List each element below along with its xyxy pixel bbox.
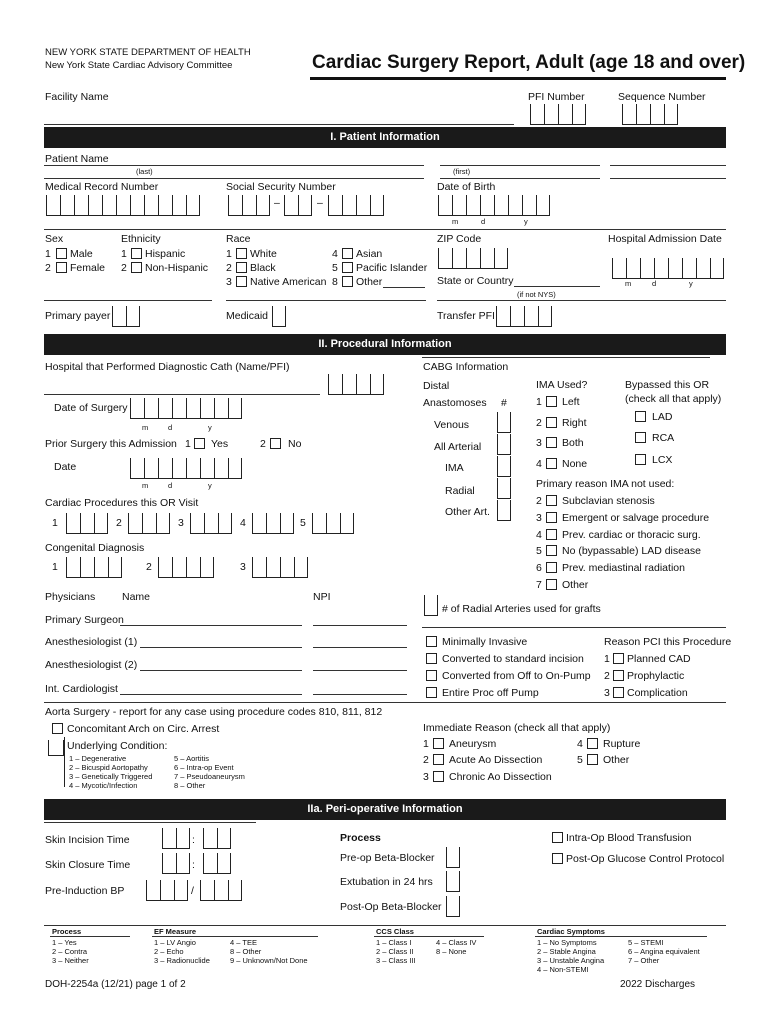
ima-both-checkbox[interactable] — [546, 437, 557, 448]
sequence-boxes[interactable] — [622, 104, 678, 125]
cond-2: 2 – Bicuspid Aortopathy — [69, 763, 148, 772]
legend-ef-3: 3 – Radionuclide — [154, 956, 210, 965]
offpump-checkbox[interactable] — [426, 687, 437, 698]
cond-3: 3 – Genetically Triggered — [69, 772, 153, 781]
cond-8: 8 – Other — [174, 781, 206, 790]
legend-sym-4: 4 – Non-STEMI — [537, 965, 589, 974]
lad-checkbox[interactable] — [635, 411, 646, 422]
anes2-label: Anesthesiologist (2) — [45, 659, 138, 671]
y-label: y — [208, 423, 212, 432]
proc-5-boxes[interactable] — [312, 513, 354, 534]
prophy-label: Prophylactic — [627, 670, 685, 682]
intcard-label: Int. Cardiologist — [45, 683, 118, 695]
closure-mm[interactable] — [203, 853, 231, 874]
dash: – — [317, 197, 323, 209]
race-other-label: Other — [356, 276, 383, 288]
bypassed-label: Bypassed this OR — [625, 379, 710, 391]
m-label: m — [625, 279, 632, 288]
offpump-label: Entire Proc off Pump — [442, 687, 539, 699]
ima-reason-title: Primary reason IMA not used: — [536, 478, 675, 490]
allart-box[interactable] — [497, 434, 511, 455]
legend-sym-1: 1 – No Symptoms — [537, 938, 597, 947]
pfi-label: PFI Number — [528, 91, 585, 103]
anes1-label: Anesthesiologist (1) — [45, 636, 138, 648]
medicaid-label: Medicaid — [226, 310, 269, 322]
cond-6: 6 – Intra-op Event — [174, 763, 234, 772]
cond-4: 4 – Mycotic/Infection — [69, 781, 138, 790]
cong-3-boxes[interactable] — [252, 557, 308, 578]
sequence-label: Sequence Number — [618, 91, 706, 103]
section-procedural-info: II. Procedural Information — [44, 334, 726, 355]
legend-ccs-1: 1 – Class I — [376, 938, 412, 947]
physicians-label: Physicians — [45, 591, 96, 603]
aorta-label: Aorta Surgery - report for any case using procedure codes 810, 811, 812 — [45, 706, 383, 718]
hash-label: # — [501, 397, 507, 409]
transfer-label: Transfer PFI — [437, 310, 495, 322]
male-label: Male — [70, 248, 93, 260]
m-label: m — [142, 423, 149, 432]
legend-process-title: Process — [52, 927, 82, 936]
zip-boxes[interactable] — [438, 248, 508, 269]
diag-pfi-boxes[interactable] — [328, 374, 384, 395]
mrn-label: Medical Record Number — [45, 181, 159, 193]
prophy-checkbox[interactable] — [613, 670, 624, 681]
incision-mm[interactable] — [203, 828, 231, 849]
legend-ccs-2: 2 – Class II — [376, 947, 414, 956]
anast-label: Anastomoses — [423, 397, 487, 409]
rca-checkbox[interactable] — [635, 432, 646, 443]
diag-hosp-label: Hospital that Performed Diagnostic Cath (Name/PFI) — [45, 361, 290, 373]
checkall-label: (check all that apply) — [625, 393, 722, 405]
section-patient-info: I. Patient Information — [44, 127, 726, 148]
hispanic-label: Hispanic — [145, 248, 186, 260]
otherart-label: Other Art. — [445, 506, 490, 518]
colon: : — [192, 834, 195, 846]
legend-sym-2: 2 – Stable Angina — [537, 947, 596, 956]
legend-sym-5: 5 – STEMI — [628, 938, 664, 947]
legend-ef-8: 8 – Other — [230, 947, 262, 956]
prior-label: Prior Surgery this Admission — [45, 438, 177, 450]
extub-label: Extubation in 24 hrs — [340, 876, 433, 888]
section-periop-info: IIa. Peri-operative Information — [44, 799, 726, 820]
radial-count-label: # of Radial Arteries used for grafts — [442, 603, 601, 615]
closure-label: Skin Closure Time — [45, 859, 131, 871]
complic-label: Complication — [627, 687, 688, 699]
first-label: (first) — [453, 167, 471, 176]
legend-sym-6: 6 – Angina equivalent — [628, 947, 700, 956]
transfer-boxes[interactable] — [496, 306, 552, 327]
dept-name: NEW YORK STATE DEPARTMENT OF HEALTH — [45, 47, 251, 58]
lad-label: LAD — [652, 411, 673, 423]
pfi-boxes[interactable] — [530, 104, 586, 125]
date-surgery-label: Date of Surgery — [54, 402, 128, 414]
incision-label: Skin Incision Time — [45, 834, 130, 846]
cabg-label: CABG Information — [423, 361, 509, 373]
reason-no-lad: No (bypassable) LAD disease — [562, 545, 701, 557]
native-checkbox[interactable] — [236, 276, 247, 287]
reason-emergent: Emergent or salvage procedure — [562, 512, 710, 524]
last-label: (last) — [136, 167, 153, 176]
pacific-label: Pacific Islander — [356, 262, 428, 274]
extub-box[interactable] — [446, 871, 460, 892]
ssn-boxes-2[interactable] — [284, 195, 312, 216]
d-label: d — [168, 481, 173, 490]
postop-box[interactable] — [446, 896, 460, 917]
arch-label: Concomitant Arch on Circ. Arrest — [67, 723, 220, 735]
procs-label: Cardiac Procedures this OR Visit — [45, 497, 199, 509]
zip-label: ZIP Code — [437, 233, 482, 245]
aneurysm-checkbox[interactable] — [433, 738, 444, 749]
planned-checkbox[interactable] — [613, 653, 624, 664]
conv-pump-checkbox[interactable] — [426, 670, 437, 681]
reason-prev-surg: Prev. cardiac or thoracic surg. — [562, 529, 701, 541]
distal-label: Distal — [423, 380, 450, 392]
form-number: DOH-2254a (12/21) page 1 of 2 — [45, 979, 186, 990]
black-checkbox[interactable] — [236, 262, 247, 273]
date-surgery-boxes[interactable] — [130, 398, 242, 419]
nonhispanic-label: Non-Hispanic — [145, 262, 209, 274]
legend-ccs-3: 3 – Class III — [376, 956, 416, 965]
proc-1-boxes[interactable] — [66, 513, 108, 534]
date-label: Date — [54, 461, 77, 473]
acute-checkbox[interactable] — [433, 754, 444, 765]
d-label: d — [168, 423, 173, 432]
complic-checkbox[interactable] — [613, 687, 624, 698]
payer-label: Primary payer — [45, 310, 111, 322]
cond-1: 1 – Degenerative — [69, 754, 127, 763]
not-nys-label: (if not NYS) — [517, 290, 556, 299]
legend-ef-4: 4 – TEE — [230, 938, 257, 947]
proc-4-boxes[interactable] — [252, 513, 294, 534]
immediate-label: Immediate Reason (check all that apply) — [423, 722, 611, 734]
reason-subclavian: Subclavian stenosis — [562, 495, 655, 507]
allart-label: All Arterial — [434, 441, 482, 453]
no-label: No — [288, 438, 302, 450]
legend-sym-7: 7 – Other — [628, 956, 660, 965]
transfusion-checkbox[interactable] — [552, 832, 563, 843]
female-label: Female — [70, 262, 106, 274]
closure-hh[interactable] — [162, 853, 190, 874]
reason-2-checkbox[interactable] — [546, 495, 557, 506]
prior-no-checkbox[interactable] — [270, 438, 281, 449]
bp-systolic[interactable] — [146, 880, 188, 901]
radial-count-box[interactable] — [424, 595, 438, 616]
dob-boxes[interactable] — [438, 195, 550, 216]
payer-boxes[interactable] — [112, 306, 140, 327]
patient-name-label: Patient Name — [45, 153, 109, 165]
hispanic-checkbox[interactable] — [131, 248, 142, 259]
venous-box[interactable] — [497, 412, 511, 433]
dob-label: Date of Birth — [437, 181, 496, 193]
postop-label: Post-Op Beta-Blocker — [340, 901, 442, 913]
male-checkbox[interactable] — [56, 248, 67, 259]
pci-reason-label: Reason PCI this Procedure — [604, 636, 732, 648]
mrn-boxes[interactable] — [46, 195, 200, 216]
dash: – — [274, 197, 280, 209]
bp-diastolic[interactable] — [200, 880, 242, 901]
chronic-label: Chronic Ao Dissection — [449, 771, 552, 783]
committee-name: New York State Cardiac Advisory Committee — [45, 60, 233, 71]
prior-yes-checkbox[interactable] — [194, 438, 205, 449]
reason-radiation: Prev. mediastinal radiation — [562, 562, 685, 574]
black-label: Black — [250, 262, 276, 274]
admission-label: Hospital Admission Date — [608, 233, 722, 245]
pacific-checkbox[interactable] — [342, 262, 353, 273]
aorta-other-label: Other — [603, 754, 630, 766]
reason-7-checkbox[interactable] — [546, 579, 557, 590]
ssn-label: Social Security Number — [226, 181, 336, 193]
cond-5: 5 – Aortitis — [174, 754, 210, 763]
sex-label: Sex — [45, 233, 64, 245]
reason-6-checkbox[interactable] — [546, 562, 557, 573]
bp-label: Pre-Induction BP — [45, 885, 125, 897]
ssn-boxes-3[interactable] — [328, 195, 384, 216]
preop-label: Pre-op Beta-Blocker — [340, 852, 435, 864]
legend-process-3: 3 – Neither — [52, 956, 89, 965]
legend-ef-title: EF Measure — [154, 927, 197, 936]
medicaid-box[interactable] — [272, 306, 286, 327]
female-checkbox[interactable] — [56, 262, 67, 273]
transfusion-label: Intra-Op Blood Transfusion — [566, 832, 692, 844]
discharge-year: 2022 Discharges — [620, 979, 696, 990]
lcx-label: LCX — [652, 454, 673, 466]
rca-label: RCA — [652, 432, 675, 444]
radial-box[interactable] — [497, 478, 511, 499]
asian-checkbox[interactable] — [342, 248, 353, 259]
white-label: White — [250, 248, 277, 260]
legend-ccs-title: CCS Class — [376, 927, 414, 936]
native-label: Native American — [250, 276, 327, 288]
legend-sym-3: 3 – Unstable Angina — [537, 956, 605, 965]
conv-std-label: Converted to standard incision — [442, 653, 584, 665]
acute-label: Acute Ao Dissection — [449, 754, 543, 766]
facility-name-label: Facility Name — [45, 91, 109, 103]
underlying-box[interactable] — [48, 740, 64, 756]
radial-label: Radial — [445, 485, 475, 497]
aneurysm-label: Aneurysm — [449, 738, 497, 750]
proc-3-boxes[interactable] — [190, 513, 232, 534]
asian-label: Asian — [356, 248, 383, 260]
chronic-checkbox[interactable] — [433, 771, 444, 782]
slash: / — [191, 885, 194, 897]
conv-std-checkbox[interactable] — [426, 653, 437, 664]
y-label: y — [524, 217, 528, 226]
preop-box[interactable] — [446, 847, 460, 868]
y-label: y — [208, 481, 212, 490]
imaused-label: IMA Used? — [536, 379, 588, 391]
minimal-label: Minimally Invasive — [442, 636, 528, 648]
reason-4-checkbox[interactable] — [546, 529, 557, 540]
d-label: d — [652, 279, 657, 288]
name-col-label: Name — [122, 591, 151, 603]
colon: : — [192, 859, 195, 871]
d-label: d — [481, 217, 486, 226]
lcx-checkbox[interactable] — [635, 454, 646, 465]
incision-hh[interactable] — [162, 828, 190, 849]
ima-label: IMA — [445, 462, 464, 474]
legend-ccs-4: 4 – Class IV — [436, 938, 477, 947]
both-label: Both — [562, 437, 584, 449]
cong-1-boxes[interactable] — [66, 557, 122, 578]
reason-5-checkbox[interactable] — [546, 545, 557, 556]
arch-checkbox[interactable] — [52, 723, 63, 734]
venous-label: Venous — [434, 419, 470, 431]
legend-sym-title: Cardiac Symptoms — [537, 927, 605, 936]
nonhispanic-checkbox[interactable] — [131, 262, 142, 273]
ima-none-checkbox[interactable] — [546, 458, 557, 469]
form-title: Cardiac Surgery Report, Adult (age 18 and over) — [312, 52, 746, 73]
cong-2-boxes[interactable] — [158, 557, 214, 578]
process-header: Process — [340, 832, 381, 844]
ssn-boxes-1[interactable] — [228, 195, 270, 216]
conv-pump-label: Converted from Off to On-Pump — [442, 670, 591, 682]
race-label: Race — [226, 233, 251, 245]
aorta-other-checkbox[interactable] — [587, 754, 598, 765]
legend-process-1: 1 – Yes — [52, 938, 77, 947]
ima-box[interactable] — [497, 456, 511, 477]
glucose-label: Post-Op Glucose Control Protocol — [566, 853, 725, 865]
proc-2-boxes[interactable] — [128, 513, 170, 534]
legend-ccs-8: 8 – None — [436, 947, 467, 956]
glucose-checkbox[interactable] — [552, 853, 563, 864]
m-label: m — [452, 217, 459, 226]
rupture-label: Rupture — [603, 738, 641, 750]
legend-ef-1: 1 – LV Angio — [154, 938, 196, 947]
right-label: Right — [562, 417, 587, 429]
legend-ef-2: 2 – Echo — [154, 947, 184, 956]
legend-process-2: 2 – Contra — [52, 947, 88, 956]
otherart-box[interactable] — [497, 500, 511, 521]
reason-other: Other — [562, 579, 589, 591]
reason-3-checkbox[interactable] — [546, 512, 557, 523]
rupture-checkbox[interactable] — [587, 738, 598, 749]
state-label: State or Country — [437, 275, 514, 287]
ima-right-checkbox[interactable] — [546, 417, 557, 428]
white-checkbox[interactable] — [236, 248, 247, 259]
admission-boxes[interactable] — [612, 258, 724, 279]
y-label: y — [689, 279, 693, 288]
legend-ef-9: 9 – Unknown/Not Done — [230, 956, 308, 965]
cond-7: 7 – Pseudoaneurysm — [174, 772, 245, 781]
ima-left-checkbox[interactable] — [546, 396, 557, 407]
npi-col-label: NPI — [313, 591, 331, 603]
congenital-label: Congenital Diagnosis — [45, 542, 145, 554]
none-label: None — [562, 458, 588, 470]
race-other-checkbox[interactable] — [342, 276, 353, 287]
left-label: Left — [562, 396, 580, 408]
prior-date-boxes[interactable] — [130, 458, 242, 479]
planned-label: Planned CAD — [627, 653, 691, 665]
underlying-label: Underlying Condition: — [67, 740, 168, 752]
ethnicity-label: Ethnicity — [121, 233, 161, 245]
m-label: m — [142, 481, 149, 490]
surgeon-label: Primary Surgeon — [45, 614, 124, 626]
yes-label: Yes — [211, 438, 229, 450]
minimal-checkbox[interactable] — [426, 636, 437, 647]
